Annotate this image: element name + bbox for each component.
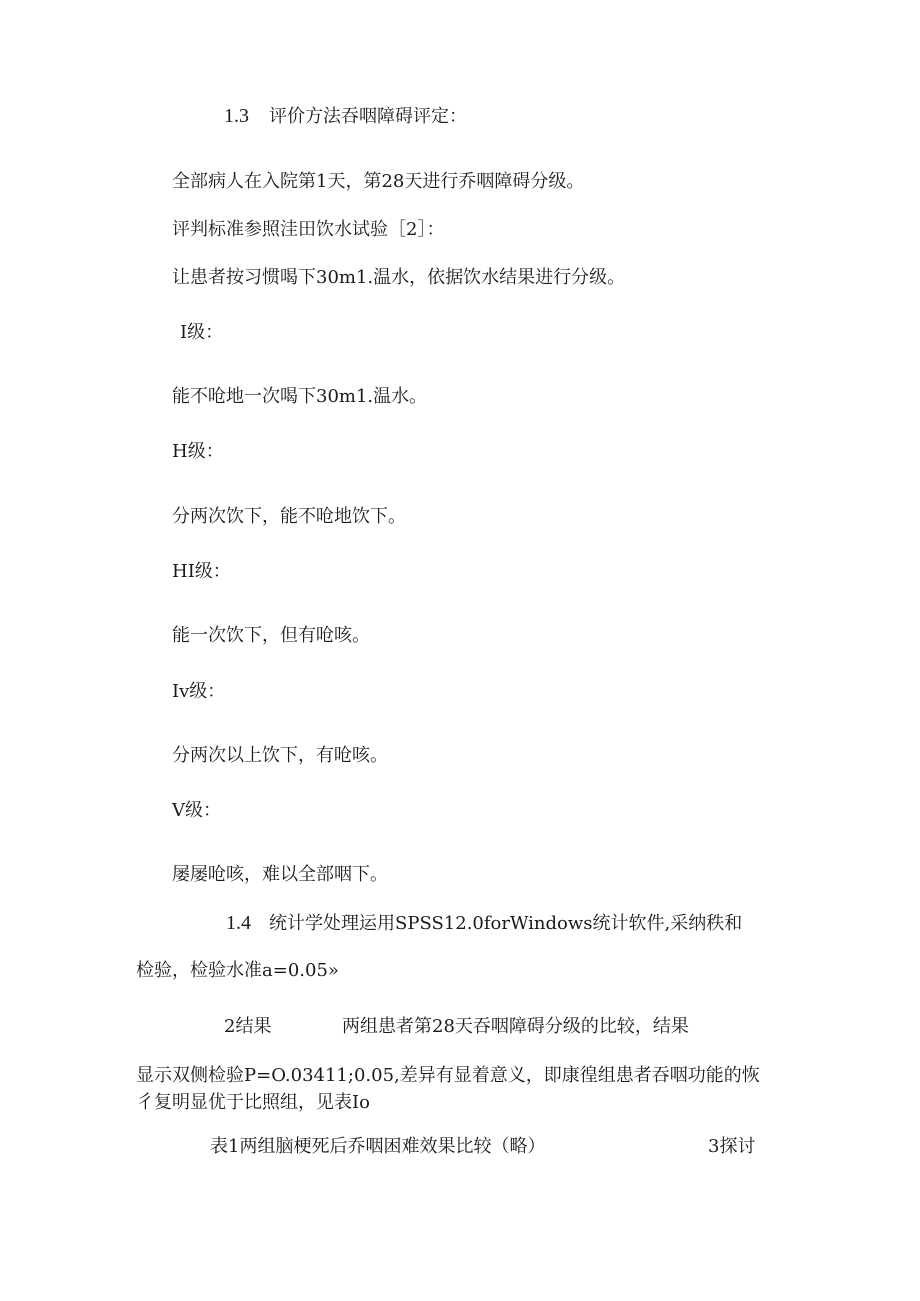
section-text: 统计学处理运用SPSS12.0forWindows统计软件,采纳秩和 [269,913,743,934]
grade-label: H级： [172,441,224,462]
grade-description: 能不呛地一次喝下30m1.温水。 [172,386,428,407]
grade-description: 屡屡呛咳，难以全部咽下。 [172,864,388,885]
section-1-4-line2: 检验，检验水准a=0.05» [136,960,339,981]
paragraph: 评判标准参照洼田饮水试验［2］： [172,219,445,240]
grade-description: 分两次饮下，能不呛地饮下。 [172,506,406,527]
section-2-line2: 显示双侧检验P=O.03411;0.05,差异有显着意义，即康徨组患者吞咽功能的恢 [136,1065,760,1086]
section-1-4-line1 [226,912,742,935]
section-title: 评价方法吞咽障碍评定： [269,106,467,127]
grade-label: HI级： [172,561,231,582]
grade-description: 能一次饮下，但有呛咳。 [172,625,370,646]
section-number: 1.4 [226,912,251,934]
section-3-heading: 3探讨 [708,1136,756,1157]
grade-description: 分两次以上饮下，有呛咳。 [172,745,388,766]
section-2-heading: 2结果 [224,1016,272,1037]
section-number: 1.3 [224,105,249,127]
grade-label: Iv级： [172,681,226,702]
paragraph: 全部病人在入院第1天，第28天进行乔咽障碍分级。 [172,171,585,192]
section-2-line1: 两组患者第28天吞咽障碍分级的比较，结果 [342,1016,689,1037]
grade-label: V级： [172,800,221,821]
section-2-line3: 彳复明显优于比照组，见表Io [136,1092,370,1113]
table-caption: 表1两组脑梗死后乔咽困难效果比较（略） [210,1136,546,1157]
grade-label: I级： [180,322,224,343]
paragraph: 让患者按习惯喝下30m1.温水，依据饮水结果进行分级。 [172,267,626,288]
section-1-3-heading [224,105,467,128]
